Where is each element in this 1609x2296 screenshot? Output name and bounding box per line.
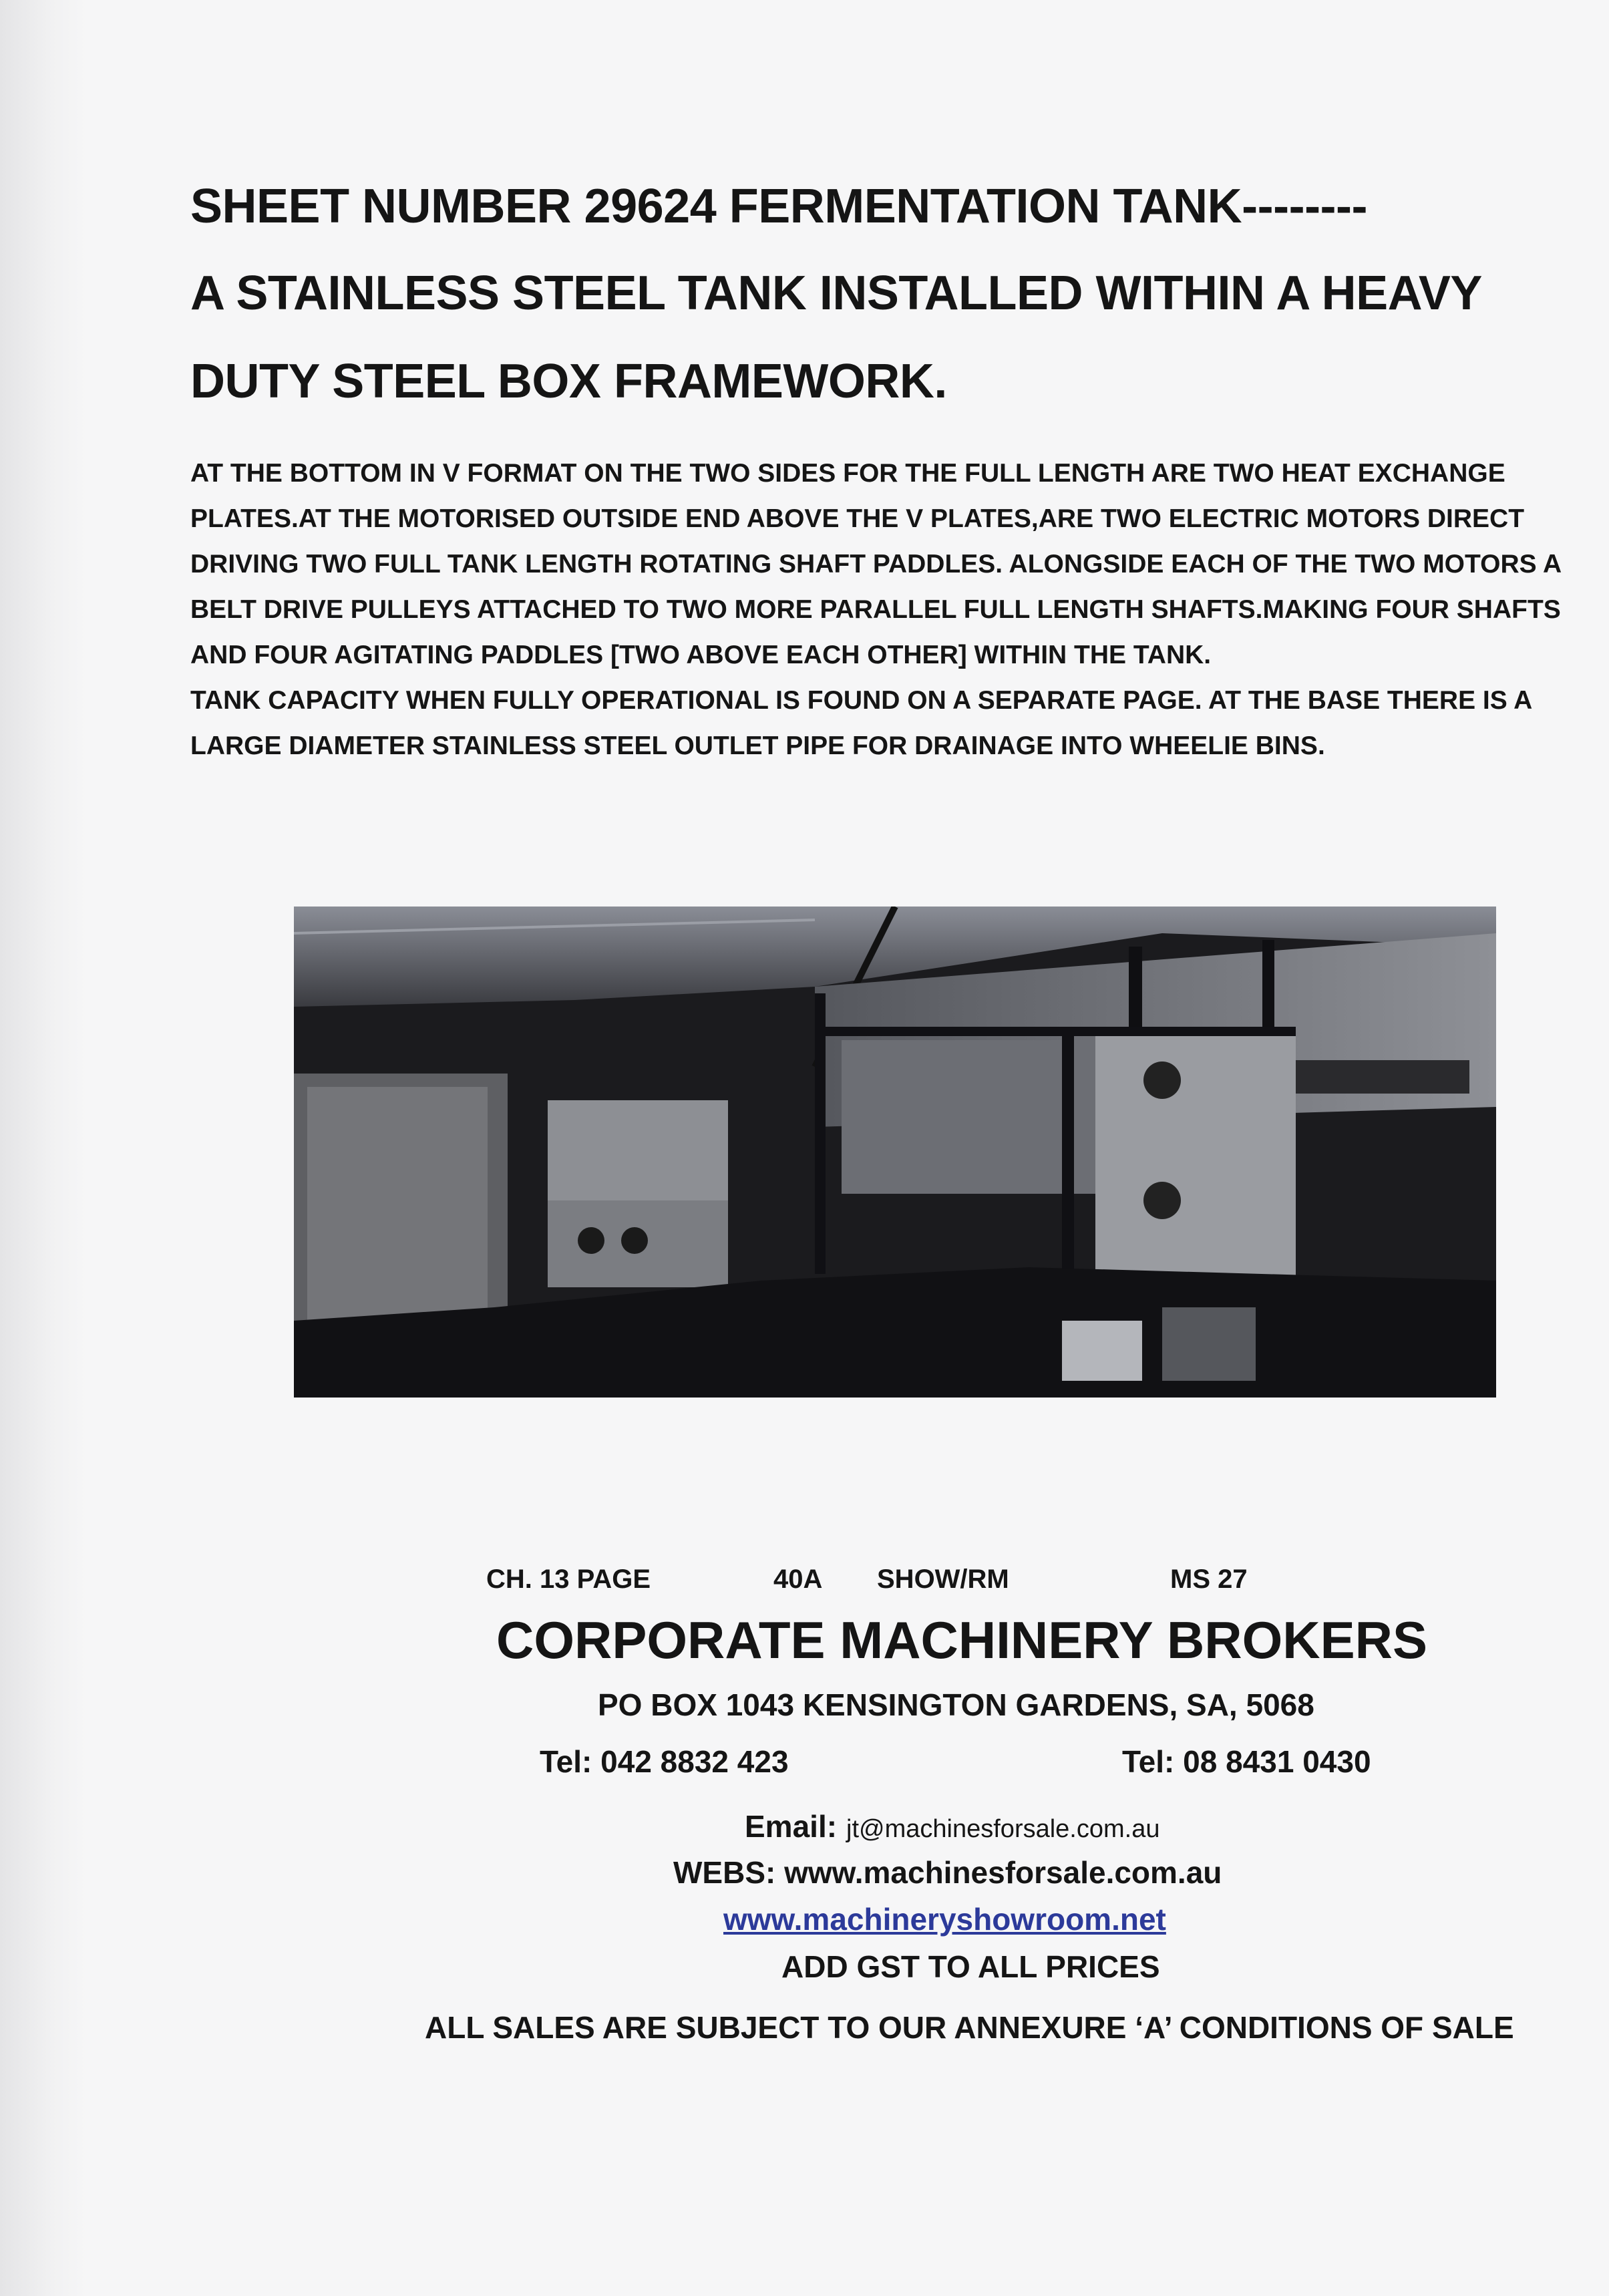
ms-ref: MS 27	[1170, 1565, 1248, 1594]
email-label: Email:	[745, 1809, 838, 1844]
phone-landline: Tel: 08 8431 0430	[1122, 1744, 1371, 1779]
description-line: AND FOUR AGITATING PADDLES [TWO ABOVE EACH OTHER] WITHIN THE TANK.	[190, 641, 1212, 669]
title-line-3: DUTY STEEL BOX FRAMEWORK.	[190, 355, 947, 408]
description-line: PLATES.AT THE MOTORISED OUTSIDE END ABOVE THE V PLATES,ARE TWO ELECTRIC MOTORS DIRECT	[190, 504, 1525, 533]
chapter-ref: CH. 13 PAGE	[486, 1565, 651, 1594]
description-line: BELT DRIVE PULLEYS ATTACHED TO TWO MORE PARALLEL FULL LENGTH SHAFTS.MAKING FOUR SHAFTS	[190, 595, 1561, 624]
location-ref: SHOW/RM	[877, 1565, 1009, 1594]
page-ref: 40A	[773, 1565, 823, 1594]
email-address[interactable]: jt@machinesforsale.com.au	[846, 1815, 1160, 1843]
company-name: CORPORATE MACHINERY BROKERS	[496, 1611, 1427, 1669]
description-line: TANK CAPACITY WHEN FULLY OPERATIONAL IS FOUND ON A SEPARATE PAGE. AT THE BASE THERE IS A	[190, 686, 1533, 715]
scan-page-edge	[0, 0, 87, 2296]
description-line: LARGE DIAMETER STAINLESS STEEL OUTLET PIPE FOR DRAINAGE INTO WHEELIE BINS.	[190, 731, 1325, 760]
fermentation-tank-photo	[294, 907, 1496, 1398]
description-line: AT THE BOTTOM IN V FORMAT ON THE TWO SIDES FOR THE FULL LENGTH ARE TWO HEAT EXCHANGE	[190, 459, 1505, 488]
title-line-2: A STAINLESS STEEL TANK INSTALLED WITHIN A HEAVY	[190, 267, 1482, 320]
description	[190, 451, 1600, 769]
description-line: DRIVING TWO FULL TANK LENGTH ROTATING SHAFT PADDLES. ALONGSIDE EACH OF THE TWO MOTORS A	[190, 550, 1562, 579]
website-showroom-link[interactable]: www.machineryshowroom.net	[723, 1902, 1166, 1937]
gst-notice: ADD GST TO ALL PRICES	[781, 1949, 1160, 1984]
phone-mobile: Tel: 042 8832 423	[540, 1744, 789, 1779]
postal-address: PO BOX 1043 KENSINGTON GARDENS, SA, 5068	[598, 1687, 1314, 1722]
photo-illustration	[294, 907, 1496, 1398]
email-row	[745, 1808, 1159, 1844]
website-primary: WEBS: www.machinesforsale.com.au	[673, 1855, 1222, 1890]
sheet-title: SHEET NUMBER 29624 FERMENTATION TANK--------	[190, 180, 1367, 233]
sale-conditions: ALL SALES ARE SUBJECT TO OUR ANNEXURE ‘A’ CONDITIONS OF SALE	[425, 2010, 1514, 2045]
